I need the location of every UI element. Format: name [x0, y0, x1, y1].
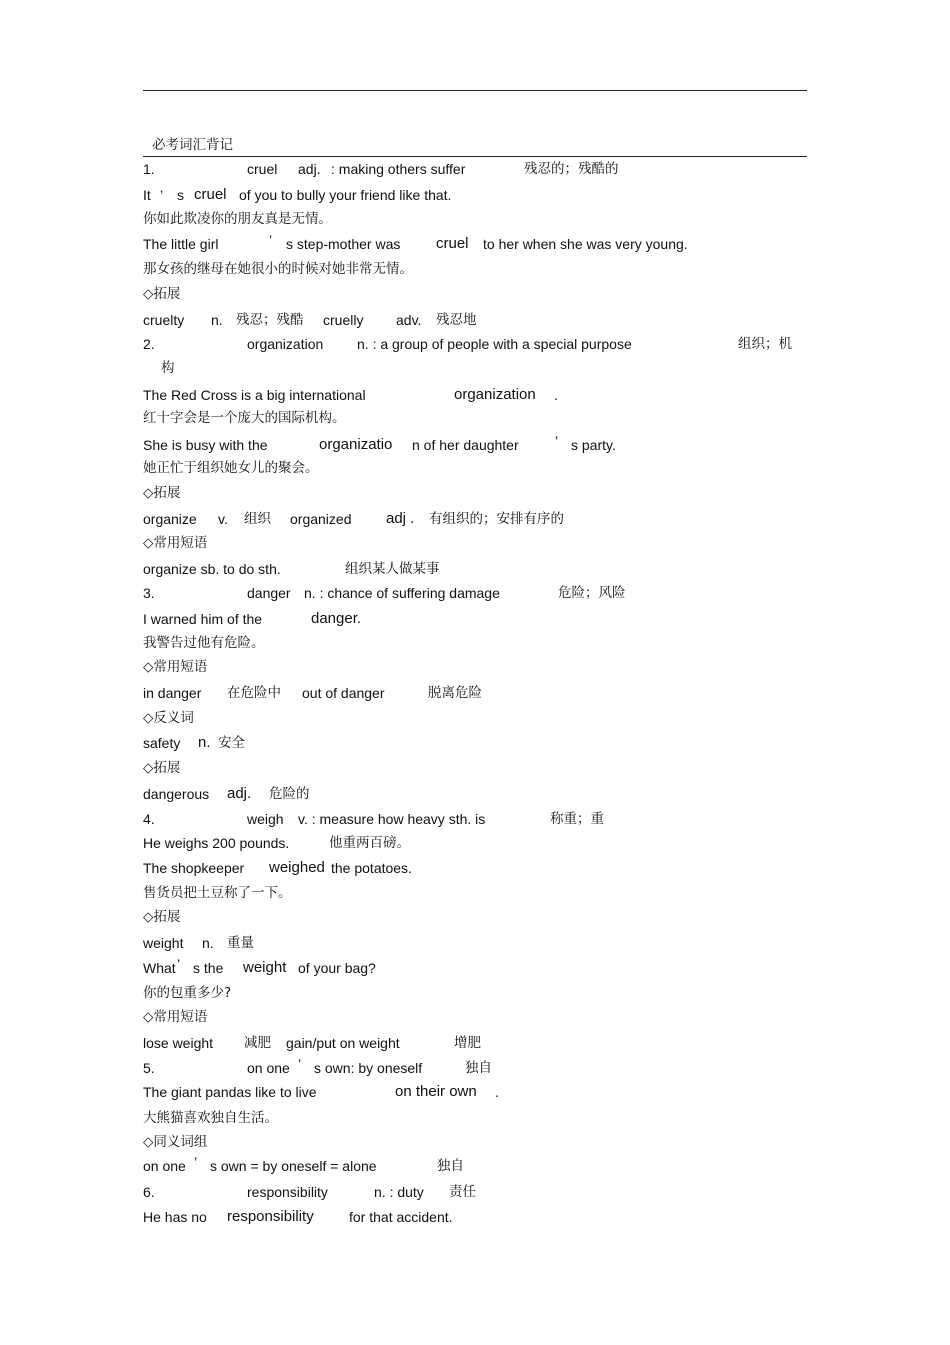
section-label-text: ◇常用短语 [143, 535, 208, 551]
translation-text: 你的包重多少? [143, 985, 232, 1001]
translation-text: 她正忙于组织她女儿的聚会。 [143, 460, 319, 476]
section-label [143, 656, 807, 678]
section-label-text: ◇拓展 [143, 760, 181, 776]
text-segment: s [177, 187, 184, 203]
keyword: weighed [269, 859, 325, 876]
section-label [143, 707, 807, 729]
section-label [143, 757, 807, 779]
word: weight [143, 935, 184, 951]
translation-text: 我警告过他有危险。 [143, 635, 265, 651]
entry-number: 6. [143, 1184, 155, 1200]
entry-number: 5. [143, 1060, 155, 1076]
translation-text: 你如此欺凌你的朋友真是无情。 [143, 211, 332, 227]
entry-5-heading [143, 1057, 807, 1079]
translation-text: 那女孩的继母在她很小的时候对她非常无情。 [143, 261, 413, 277]
text-segment: of your bag? [298, 960, 376, 976]
phrase: organize sb. to do sth. [143, 561, 281, 577]
translation-text: 大熊猫喜欢独自生活。 [143, 1110, 278, 1126]
entry-2-heading [143, 333, 807, 355]
translation-text: 售货员把土豆称了一下。 [143, 885, 292, 901]
text-segment: for that accident. [349, 1209, 453, 1225]
phrase: lose weight [143, 1035, 214, 1051]
translation [143, 457, 807, 479]
chinese-meaning: 残忍的；残酷的 [524, 161, 619, 177]
phrase: gain/put on weight [286, 1035, 400, 1051]
example-sentence [143, 434, 807, 456]
part-of-speech: adj. [298, 161, 321, 177]
text-segment: the potatoes. [331, 860, 412, 876]
phrase: s own = by oneself = alone [210, 1158, 377, 1174]
top-rule [143, 90, 807, 91]
text-segment: . [554, 387, 558, 403]
section-label-text: ◇反义词 [143, 710, 194, 726]
section-label-text: ◇拓展 [143, 485, 181, 501]
chinese-meaning: 脱离危险 [428, 685, 482, 701]
word: dangerous [143, 786, 210, 802]
keyword: on their own [395, 1083, 477, 1100]
text-segment: ’ [298, 1056, 302, 1072]
example-sentence [143, 1081, 807, 1103]
phrase-line [143, 558, 807, 580]
chinese-meaning: 增肥 [454, 1035, 481, 1051]
chinese-meaning: 残忍地 [436, 312, 477, 328]
chinese-meaning: 独自 [465, 1060, 492, 1076]
text-segment: to her when she was very young. [483, 236, 688, 252]
phrase-line [143, 682, 807, 704]
extension-line [143, 508, 807, 530]
example-sentence [143, 384, 807, 406]
word: cruelly [323, 312, 364, 328]
keyword: responsibility [227, 1208, 314, 1225]
text-segment: He has no [143, 1209, 207, 1225]
example-sentence [143, 608, 807, 630]
section-label-text: ◇常用短语 [143, 1009, 208, 1025]
headword: danger [247, 585, 291, 601]
section-label-text: ◇同义词组 [143, 1134, 208, 1150]
page-title-text: 必考词汇背记 [152, 137, 233, 153]
chinese-meaning: 安全 [218, 735, 245, 751]
translation [143, 208, 807, 230]
page-title [152, 134, 816, 156]
chinese-meaning: 组织某人做某事 [345, 561, 440, 577]
definition: : making others suffer [331, 161, 466, 177]
section-label-text: ◇拓展 [143, 909, 181, 925]
keyword: danger. [311, 610, 362, 627]
entry-number: 4. [143, 811, 155, 827]
extension-line [143, 783, 807, 805]
chinese-meaning: 组织；机 [738, 336, 792, 352]
text-segment: . [495, 1084, 499, 1100]
translation-text: 红十字会是一个庞大的国际机构。 [143, 410, 346, 426]
chinese-meaning: 称重；重 [550, 811, 604, 827]
section-label [143, 283, 807, 305]
text-segment: ’ [177, 956, 181, 972]
text-segment: s party. [571, 437, 616, 453]
example-sentence [143, 1206, 807, 1228]
text-segment: The little girl [143, 236, 219, 252]
extension-line [143, 309, 807, 331]
phrase: out of danger [302, 685, 385, 701]
text-segment: ’ [555, 433, 559, 449]
chinese-meaning: 构 [161, 360, 175, 376]
part-of-speech: n. [211, 312, 223, 328]
section-label [143, 482, 807, 504]
text-segment: ’ [269, 232, 273, 248]
text-segment: What [143, 960, 176, 976]
word: organize [143, 511, 197, 527]
section-label [143, 1131, 807, 1153]
keyword: cruel [194, 186, 227, 203]
definition: n. : chance of suffering damage [304, 585, 500, 601]
text-segment: ’ [160, 187, 164, 203]
translation [143, 407, 807, 429]
text-segment: The shopkeeper [143, 860, 245, 876]
example-sentence [143, 832, 807, 854]
text-segment: s the [193, 960, 224, 976]
translation [143, 982, 807, 1004]
entry-number: 1. [143, 161, 155, 177]
extension-line [143, 732, 807, 754]
chinese-meaning: 组织 [244, 511, 271, 527]
example-sentence [143, 857, 807, 879]
section-label-text: ◇常用短语 [143, 659, 208, 675]
chinese-meaning: 危险；风险 [558, 585, 626, 601]
headword: weigh [247, 811, 284, 827]
text-segment: n of her daughter [412, 437, 519, 453]
headword: responsibility [247, 1184, 328, 1200]
entry-4-heading [143, 808, 807, 830]
title-rule [143, 156, 807, 157]
phrase-line [143, 1155, 807, 1177]
text-segment: I warned him of the [143, 611, 263, 627]
part-of-speech: n. [202, 935, 214, 951]
definition: n. : duty [374, 1184, 424, 1200]
part-of-speech: adj . [386, 510, 415, 527]
section-label [143, 532, 807, 554]
part-of-speech: n. [198, 734, 211, 751]
chinese-meaning: 危险的 [269, 786, 310, 802]
entry-number: 3. [143, 585, 155, 601]
keyword: weight [243, 959, 287, 976]
keyword: cruel [436, 235, 469, 252]
chinese-meaning: 减肥 [244, 1035, 271, 1051]
text-segment: of you to bully your friend like that. [239, 187, 452, 203]
text-segment: The giant pandas like to live [143, 1084, 317, 1100]
word: cruelty [143, 312, 185, 328]
text-segment: It [143, 187, 151, 203]
keyword: organizatio [319, 436, 393, 453]
chinese-meaning: 独自 [437, 1158, 464, 1174]
extension-line [143, 932, 807, 954]
section-label [143, 1006, 807, 1028]
definition: s own: by oneself [314, 1060, 423, 1076]
chinese-meaning: 在危险中 [227, 685, 281, 701]
text-segment: s step-mother was [286, 236, 401, 252]
text-segment: ’ [194, 1154, 198, 1170]
example-sentence [143, 184, 807, 206]
text-segment: He weighs 200 pounds. [143, 835, 290, 851]
text-segment: She is busy with the [143, 437, 268, 453]
definition: v. : measure how heavy sth. is [298, 811, 486, 827]
translation [143, 258, 807, 280]
headword: cruel [247, 161, 278, 177]
definition: n. : a group of people with a special purpose [357, 336, 632, 352]
entry-number: 2. [143, 336, 155, 352]
phrase-line [143, 1032, 807, 1054]
text-segment: The Red Cross is a big international [143, 387, 366, 403]
translation [143, 632, 807, 654]
section-label-text: ◇拓展 [143, 286, 181, 302]
headword: on one [247, 1060, 290, 1076]
part-of-speech: adj. [227, 785, 252, 802]
part-of-speech: adv. [396, 312, 422, 328]
example-sentence [143, 233, 807, 255]
phrase: on one [143, 1158, 186, 1174]
part-of-speech: v. [218, 511, 228, 527]
translation [143, 1107, 807, 1129]
continuation [143, 357, 807, 379]
keyword: organization [454, 386, 536, 403]
entry-6-heading [143, 1181, 807, 1203]
chinese-meaning: 有组织的；安排有序的 [429, 511, 564, 527]
chinese-meaning: 责任 [449, 1184, 476, 1200]
headword: organization [247, 336, 324, 352]
entry-1-heading [143, 158, 807, 180]
translation [143, 882, 807, 904]
word: organized [290, 511, 352, 527]
word: safety [143, 735, 181, 751]
translation-text: 他重两百磅。 [329, 835, 410, 851]
section-label [143, 906, 807, 928]
entry-3-heading [143, 582, 807, 604]
example-sentence [143, 957, 807, 979]
chinese-meaning: 残忍；残酷 [236, 312, 304, 328]
phrase: in danger [143, 685, 202, 701]
chinese-meaning: 重量 [227, 935, 254, 951]
